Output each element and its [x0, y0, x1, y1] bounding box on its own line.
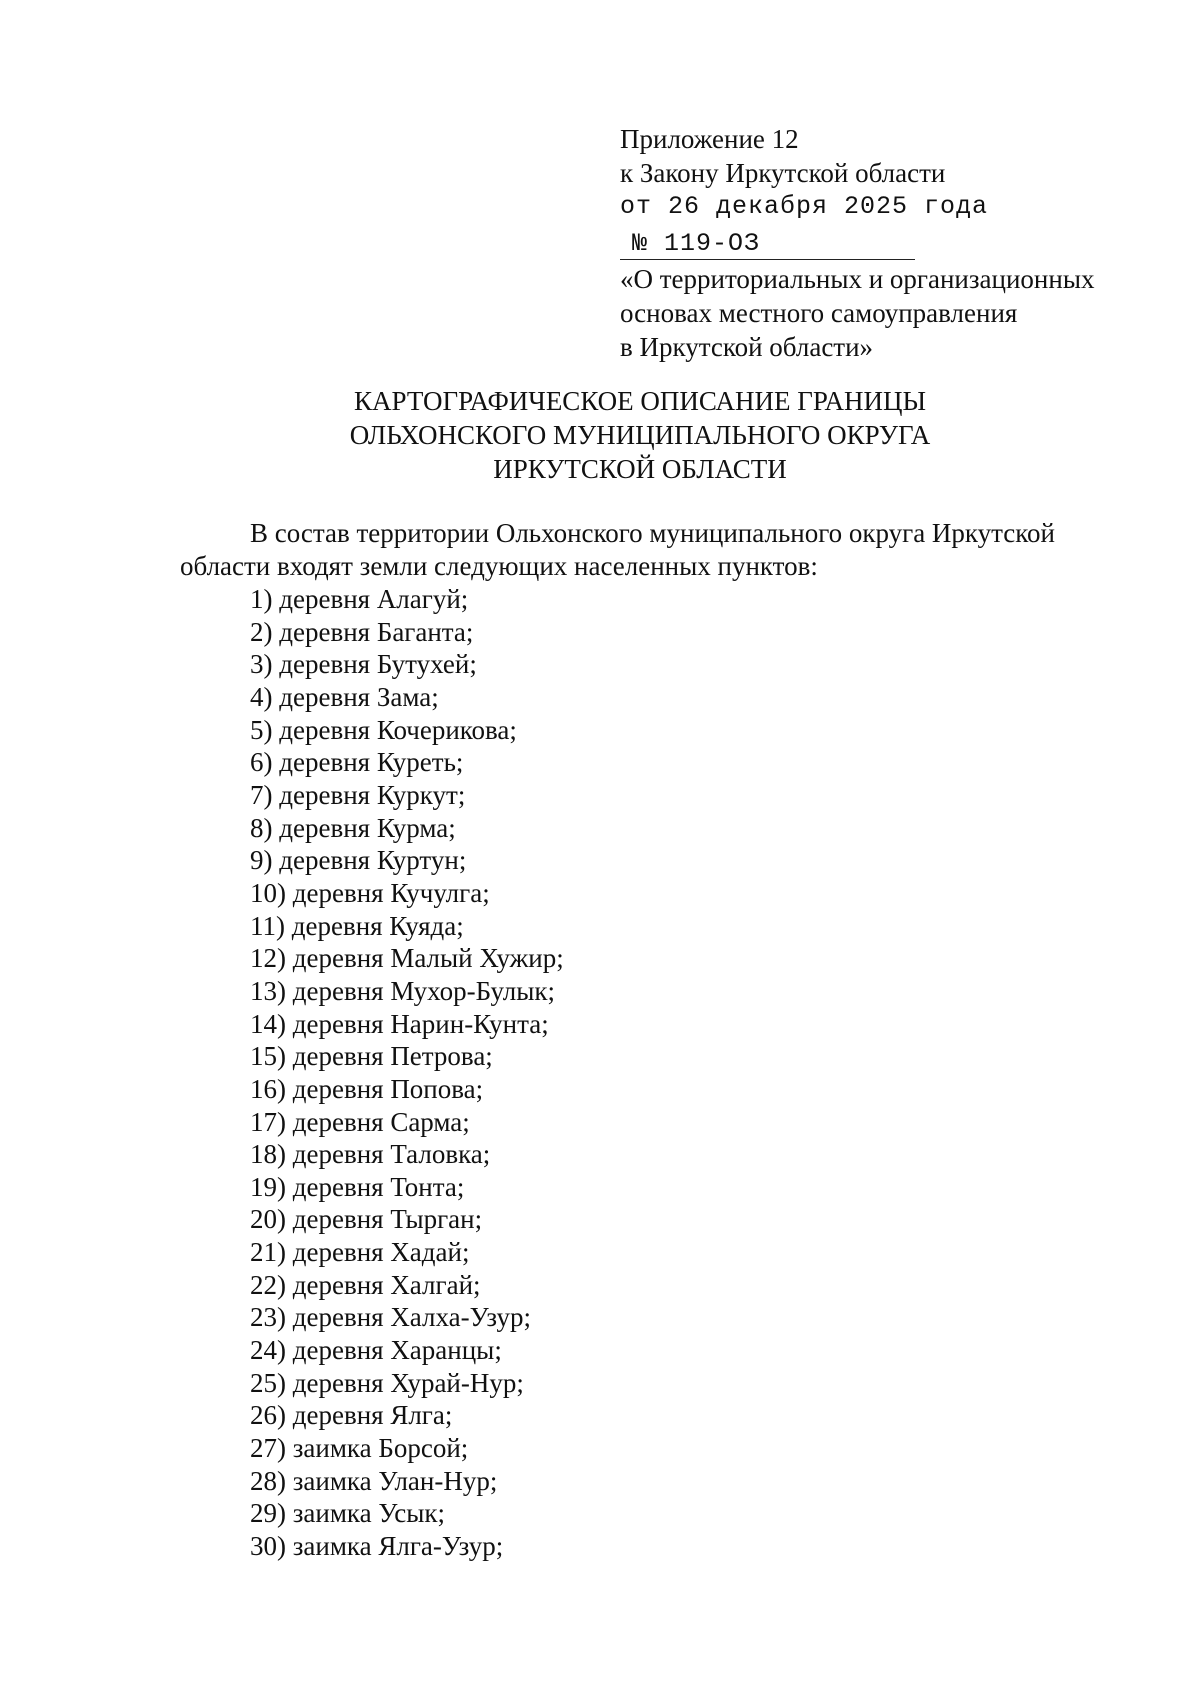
- title-line-1: КАРТОГРАФИЧЕСКОЕ ОПИСАНИЕ ГРАНИЦЫ: [353, 386, 927, 416]
- list-item: 3) деревня Бутухей;: [250, 649, 477, 680]
- list-item: 13) деревня Мухор-Булык;: [250, 975, 555, 1006]
- list-item: 4) деревня Зама;: [250, 681, 439, 712]
- law-title-line-1: «О территориальных и организационных: [620, 264, 1095, 294]
- list-item: 23) деревня Халха-Узур;: [250, 1302, 531, 1333]
- law-reference: к Закону Иркутской области: [620, 158, 946, 188]
- appendix-header: [620, 122, 1140, 364]
- intro-line-1: В состав территории Ольхонского муниципального округа Иркутской: [250, 518, 1055, 548]
- list-item: 6) деревня Куреть;: [250, 747, 464, 778]
- list-item: 14) деревня Нарин-Кунта;: [250, 1008, 549, 1039]
- settlement-list: [250, 583, 564, 1563]
- list-item: 12) деревня Малый Хужир;: [250, 943, 564, 974]
- list-item: 1) деревня Алагуй;: [250, 584, 469, 614]
- list-item: 19) деревня Тонта;: [250, 1171, 465, 1202]
- list-item: 2) деревня Баганта;: [250, 616, 474, 647]
- list-item: 21) деревня Хадай;: [250, 1237, 470, 1268]
- list-item: 8) деревня Курма;: [250, 812, 456, 843]
- title-line-3: ИРКУТСКОЙ ОБЛАСТИ: [493, 454, 787, 484]
- law-date: от 26 декабря 2025 года: [620, 192, 989, 221]
- list-item: 29) заимка Усык;: [250, 1498, 445, 1529]
- list-item: 26) деревня Ялга;: [250, 1400, 453, 1431]
- law-number: № 119-ОЗ: [620, 229, 915, 260]
- appendix-label: Приложение 12: [620, 124, 799, 154]
- intro-paragraph: [180, 517, 1100, 583]
- list-item: 18) деревня Таловка;: [250, 1139, 491, 1170]
- list-item: 28) заимка Улан-Нур;: [250, 1465, 498, 1496]
- list-item: 27) заимка Борсой;: [250, 1433, 469, 1464]
- list-item: 16) деревня Попова;: [250, 1073, 484, 1104]
- title-line-2: ОЛЬХОНСКОГО МУНИЦИПАЛЬНОГО ОКРУГА: [349, 420, 931, 450]
- document-title: [180, 384, 1100, 486]
- list-item: 9) деревня Куртун;: [250, 845, 467, 876]
- list-item: 24) деревня Харанцы;: [250, 1335, 502, 1366]
- list-item: 17) деревня Сарма;: [250, 1106, 470, 1137]
- list-item: 5) деревня Кочерикова;: [250, 714, 517, 745]
- list-item: 30) заимка Ялга-Узур;: [250, 1531, 504, 1562]
- list-item: 22) деревня Халгай;: [250, 1269, 481, 1300]
- list-item: 15) деревня Петрова;: [250, 1041, 493, 1072]
- law-title-line-3: в Иркутской области»: [620, 332, 874, 362]
- intro-line-2: области входят земли следующих населенных пунктов:: [180, 551, 818, 581]
- list-item: 10) деревня Кучулга;: [250, 877, 490, 908]
- law-title-line-2: основах местного самоуправления: [620, 298, 1018, 328]
- list-item: 11) деревня Куяда;: [250, 910, 464, 941]
- list-item: 7) деревня Куркут;: [250, 779, 466, 810]
- list-item: 25) деревня Хурай-Нур;: [250, 1367, 524, 1398]
- list-item: 20) деревня Тырган;: [250, 1204, 483, 1235]
